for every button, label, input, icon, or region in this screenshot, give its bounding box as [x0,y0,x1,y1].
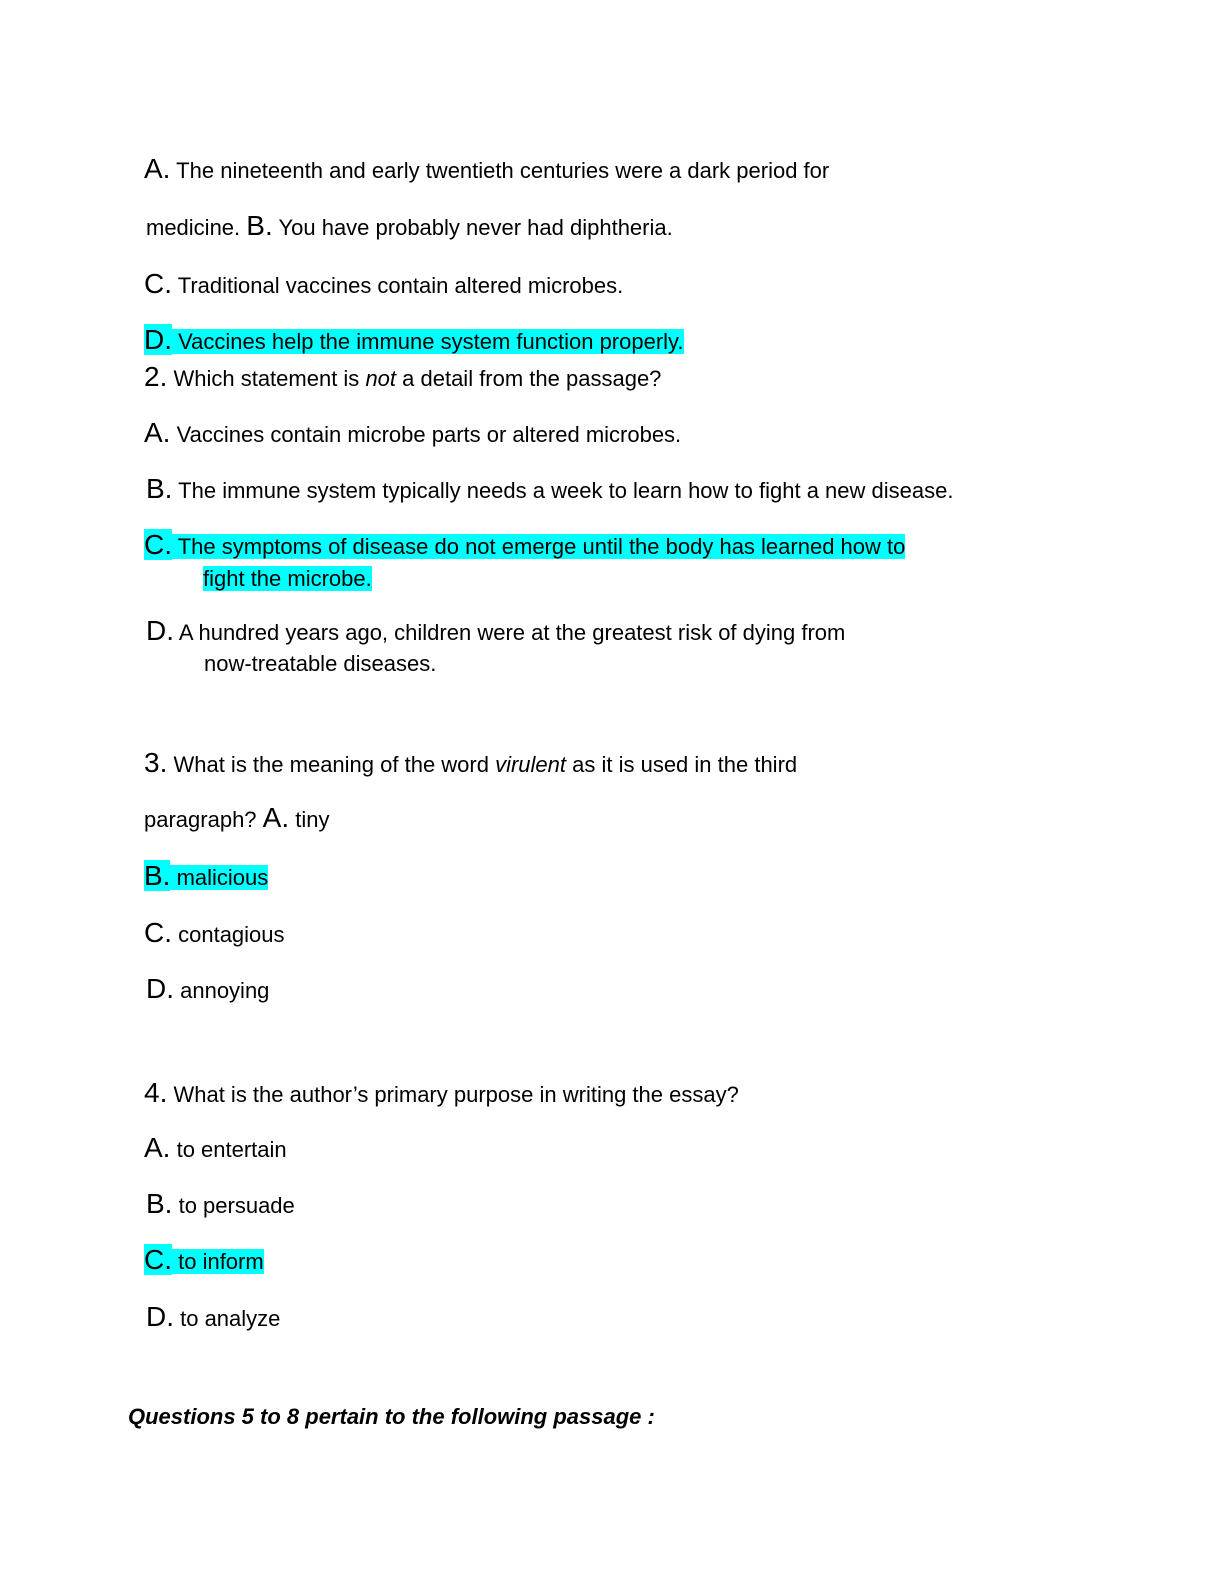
q3-option-c [144,918,285,950]
q1-option-c-text: Traditional vaccines contain altered microbes. [172,273,624,298]
q2-option-c-letter: C. [144,529,172,560]
q4-option-d-letter: D. [146,1301,174,1332]
q2-option-d-cont [204,649,436,679]
q2-stem-after: a detail from the passage? [396,366,662,391]
q1-option-b-text: You have probably never had diphtheria. [272,215,673,240]
q2-option-b-text: The immune system typically needs a week to learn how to fight a new disease. [172,478,954,503]
q1-option-b-letter: B. [246,210,273,241]
q1-option-c [144,269,623,301]
q3-option-b-text: malicious [170,865,269,890]
q2-option-d-text-cont: now-treatable diseases. [204,651,437,676]
q1-option-a-text: The nineteenth and early twentieth centuries were a dark period for [170,158,830,183]
q3-stem-cont [144,803,329,835]
q4-option-b-letter: B. [146,1188,173,1219]
q1-option-c-letter: C. [144,268,172,299]
q2-option-d [146,616,845,648]
q1-option-a-line1 [144,154,829,186]
q1-option-d-answer [144,325,684,357]
q3-option-b-letter: B. [144,860,171,891]
q2-stem-italic: not [365,366,397,391]
q3-option-a-letter: A. [262,802,290,833]
q2-stem [144,362,661,394]
q3-stem [144,748,797,780]
q4-option-a-letter: A. [144,1132,171,1163]
q4-option-c-text: to inform [172,1249,264,1274]
q2-option-c-text-cont-b: microbe. [287,566,372,591]
q3-option-c-text: contagious [172,922,285,947]
q4-option-c-letter: C. [144,1244,172,1275]
q3-option-c-letter: C. [144,917,172,948]
q2-option-c-text-cont-a: fight the [203,566,288,591]
q3-option-a-text: tiny [289,807,330,832]
q2-option-a [144,418,681,450]
q3-number: 3. [144,747,168,778]
q3-option-b-answer [144,861,268,893]
q3-option-d [146,974,269,1006]
q2-option-a-letter: A. [144,417,171,448]
q4-stem [144,1078,739,1110]
q2-number: 2. [144,361,168,392]
q2-option-a-text: Vaccines contain microbe parts or altered microbes. [170,422,682,447]
passage-heading: Questions 5 to 8 pertain to the following passage : [128,1404,655,1429]
q1-option-a-text-cont: medicine. [146,215,247,240]
q3-option-d-letter: D. [146,973,174,1004]
q1-option-a-line2 [146,211,673,243]
q4-option-d [146,1302,280,1334]
q4-option-c-answer [144,1245,264,1277]
q2-option-d-letter: D. [146,615,174,646]
q2-option-d-text: A hundred years ago, children were at the greatest risk of dying from [174,620,846,645]
q4-option-b-text: to persuade [172,1193,295,1218]
q3-stem-after: as it is used in the third [566,752,798,777]
q1-option-d-letter: D. [144,324,172,355]
q3-stem-before: What is the meaning of the word [167,752,496,777]
q1-option-d-text: Vaccines help the immune system function properly. [172,329,684,354]
q4-number: 4. [144,1077,168,1108]
q1-option-a-letter: A. [144,153,171,184]
q2-option-c-answer-cont [203,564,372,594]
q4-option-d-text: to analyze [174,1306,281,1331]
q4-stem-text: What is the author’s primary purpose in writing the essay? [167,1082,739,1107]
q3-stem-italic: virulent [495,752,567,777]
q3-option-d-text: annoying [174,978,270,1003]
q2-option-c-answer [144,530,905,562]
q4-option-b [146,1189,295,1221]
q3-stem-line2: paragraph? [144,807,263,832]
q4-option-a-text: to entertain [170,1137,287,1162]
q2-option-c-text: The symptoms of disease do not emerge until the body has learned how to [172,534,906,559]
q2-stem-before: Which statement is [167,366,366,391]
q2-option-b [146,474,953,506]
q2-option-b-letter: B. [146,473,173,504]
q4-option-a [144,1133,287,1165]
